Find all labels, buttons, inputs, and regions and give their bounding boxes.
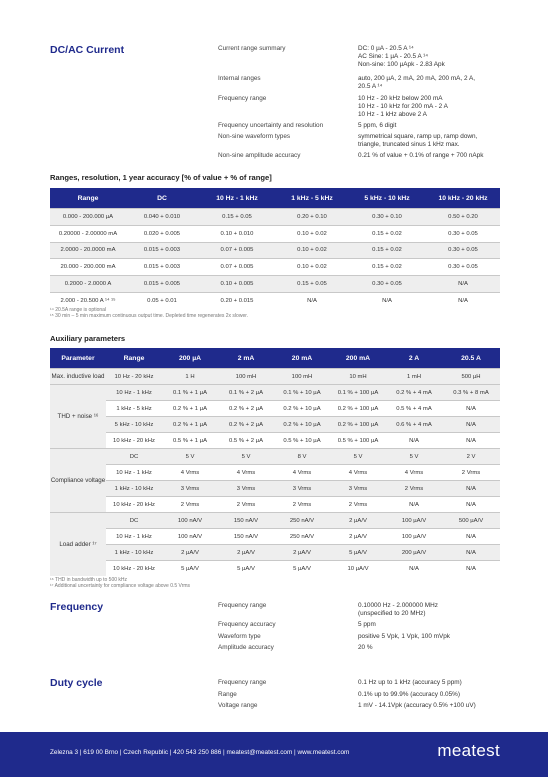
table-cell: 4 Vrms [330, 465, 386, 481]
table-cell: 20.000 - 200.000 mA [50, 259, 126, 276]
table-cell: 0.50 + 0.20 [426, 209, 500, 226]
spec-value: 5 ppm [358, 621, 376, 628]
aux-parameters-table [50, 348, 500, 576]
table-cell: 0.15 + 0.02 [348, 225, 426, 242]
table-cell: 5 µA/V [274, 561, 330, 577]
column-header: 1 kHz - 5 kHz [276, 188, 348, 209]
table-cell: 0.2 % + 100 µA [330, 401, 386, 417]
table-row [50, 417, 500, 433]
table-cell: 10 kHz - 20 kHz [106, 433, 162, 449]
table-cell: 3 Vrms [218, 481, 274, 497]
table-cell: 2 µA/V [330, 513, 386, 529]
table-cell: 0.15 + 0.02 [348, 242, 426, 259]
table-cell: 2.0000 - 20.0000 mA [50, 242, 126, 259]
spec-value: 0.21 % of value + 0.1% of range + 700 nApk [358, 152, 484, 159]
table-cell: 4 Vrms [386, 465, 442, 481]
spec-value: 0.1% up to 99.9% (accuracy 0.05%) [358, 690, 460, 698]
table-cell: 10 Hz - 1 kHz [106, 385, 162, 401]
table-cell: 250 nA/V [274, 529, 330, 545]
table-cell: 0.10 + 0.02 [276, 259, 348, 276]
meatest-logo: meatest [437, 741, 500, 760]
section-title-dcac-current: DC/AC Current [50, 44, 125, 56]
ranges-footnotes [50, 307, 248, 319]
table-row [50, 259, 500, 276]
table-cell: 1 H [162, 369, 218, 385]
spec-label: Frequency range [218, 602, 267, 609]
duty-spec-list [218, 679, 508, 714]
table-cell: 4 Vrms [162, 465, 218, 481]
table-cell: 0.30 + 0.05 [426, 225, 500, 242]
table-cell: 0.020 + 0.005 [126, 225, 198, 242]
table-cell: 2 Vrms [386, 481, 442, 497]
table-cell: 0.5 % + 2 µA [218, 433, 274, 449]
footer-contact: Zelezna 3 | 619 00 Brno | Czech Republic | 420 543 250 886 | meatest@meatest.com | www.meatest.com [50, 749, 350, 756]
table-cell: 0.015 + 0.003 [126, 242, 198, 259]
table-cell: 0.15 + 0.05 [276, 276, 348, 293]
column-header: 20 mA [274, 348, 330, 369]
table-row [50, 449, 500, 465]
table-cell: 0.10 + 0.005 [198, 276, 276, 293]
spec-row [218, 679, 508, 691]
spec-value: 10 Hz - 20 kHz below 200 mA 10 Hz - 10 kHz for 200 mA - 2 A 10 Hz - 1 kHz above 2 A [358, 95, 448, 118]
table-cell: 5 µA/V [218, 561, 274, 577]
spec-row [218, 691, 508, 703]
table-cell: 0.3 % + 8 mA [442, 385, 500, 401]
aux-footnotes [50, 577, 190, 589]
spec-value: 20 % [358, 644, 373, 651]
spec-row [218, 702, 508, 714]
table-cell: 0.000 - 200.000 µA [50, 209, 126, 226]
table-cell: 10 Hz - 20 kHz [106, 369, 162, 385]
table-cell: 0.30 + 0.10 [348, 209, 426, 226]
spec-label: Amplitude accuracy [218, 644, 274, 651]
frequency-spec-list [218, 602, 508, 656]
parameter-group-label: THD + noise ¹⁶ [50, 385, 106, 449]
table-cell: 200 µA/V [386, 545, 442, 561]
table-cell: N/A [442, 545, 500, 561]
table-cell: 0.2 % + 2 µA [218, 401, 274, 417]
dcac-spec-list [218, 45, 508, 162]
table-cell: 1 kHz - 10 kHz [106, 481, 162, 497]
table-cell: 0.2 % + 10 µA [274, 417, 330, 433]
table-cell: 1 kHz - 5 kHz [106, 401, 162, 417]
table-cell: 2 Vrms [442, 465, 500, 481]
column-header: 20.5 A [442, 348, 500, 369]
spec-row [218, 602, 508, 621]
table-cell: N/A [386, 497, 442, 513]
table-cell: 5 kHz - 10 kHz [106, 417, 162, 433]
spec-value: 5 ppm, 6 digit [358, 122, 397, 129]
table-cell: N/A [348, 292, 426, 308]
table-cell: N/A [426, 292, 500, 308]
table-cell: 1 mH [386, 369, 442, 385]
spec-row [218, 152, 508, 162]
table-cell: 0.1 % + 100 µA [330, 385, 386, 401]
table-cell: 0.1 % + 1 µA [162, 385, 218, 401]
table-cell: 0.2 % + 2 µA [218, 417, 274, 433]
table-row [50, 529, 500, 545]
table-row [50, 545, 500, 561]
spec-value: positive 5 Vpk, 1 Vpk, 100 mVpk [358, 632, 451, 640]
table-cell: 0.10 + 0.010 [198, 225, 276, 242]
spec-label: Waveform type [218, 632, 261, 640]
table-cell: 2 Vrms [330, 497, 386, 513]
table-cell: 2 Vrms [274, 497, 330, 513]
table-cell: 0.2 % + 4 mA [386, 385, 442, 401]
footnote: ¹⁴ 20.5A range is optional [50, 307, 107, 313]
table-row [50, 385, 500, 401]
table-cell: 0.20 + 0.10 [276, 209, 348, 226]
table-cell: 3 Vrms [274, 481, 330, 497]
spec-value: DC: 0 µA - 20.5 A ¹⁴ AC Sine: 1 µA - 20.5 A ¹⁴ Non-sine: 100 µApk - 2.83 Apk [358, 45, 445, 68]
table-cell: 100 µA/V [386, 529, 442, 545]
table-cell: 10 Hz - 1 kHz [106, 529, 162, 545]
table-row [50, 497, 500, 513]
table-cell: 5 V [218, 449, 274, 465]
table-cell: 100 nA/V [162, 513, 218, 529]
table-row [50, 433, 500, 449]
table-cell: N/A [442, 497, 500, 513]
table-row [50, 276, 500, 293]
ranges-table-title: Ranges, resolution, 1 year accuracy [% of value + % of range] [50, 173, 272, 182]
aux-table-title: Auxiliary parameters [50, 334, 126, 343]
table-cell: 500 µH [442, 369, 500, 385]
table-row [50, 242, 500, 259]
table-cell: 5 V [330, 449, 386, 465]
section-title-duty-cycle: Duty cycle [50, 677, 103, 689]
table-cell: 0.2 % + 100 µA [330, 417, 386, 433]
table-cell: N/A [442, 481, 500, 497]
table-row [50, 369, 500, 385]
table-cell: 0.07 + 0.005 [198, 259, 276, 276]
table-cell: 0.1 % + 10 µA [274, 385, 330, 401]
parameter-group-label: Compliance voltage [50, 449, 106, 513]
table-row [50, 465, 500, 481]
table-row [50, 401, 500, 417]
table-row [50, 561, 500, 577]
table-cell: 5 V [386, 449, 442, 465]
spec-row [218, 95, 508, 122]
spec-label: Non-sine amplitude accuracy [218, 152, 301, 159]
footnote: ¹⁷ Additional uncertainty for compliance voltage above 0.5 Vrms [50, 583, 191, 589]
table-cell: 0.5 % + 100 µA [330, 433, 386, 449]
table-cell: N/A [442, 529, 500, 545]
column-header: DC [126, 188, 198, 209]
spec-row [218, 633, 508, 645]
table-cell: 5 µA/V [162, 561, 218, 577]
column-header: 200 mA [330, 348, 386, 369]
table-cell: 0.5 % + 4 mA [386, 401, 442, 417]
spec-row [218, 621, 508, 633]
table-cell: 1 kHz - 10 kHz [106, 545, 162, 561]
table-cell: 2 µA/V [162, 545, 218, 561]
table-cell: 0.30 + 0.05 [348, 276, 426, 293]
table-cell: 4 Vrms [218, 465, 274, 481]
table-cell: 2 µA/V [218, 545, 274, 561]
table-cell: 100 mH [274, 369, 330, 385]
table-cell: DC [106, 513, 162, 529]
table-cell: 0.15 + 0.05 [198, 209, 276, 226]
table-cell: 10 µA/V [330, 561, 386, 577]
spec-label: Non-sine waveform types [218, 133, 291, 140]
column-header: 2 A [386, 348, 442, 369]
column-header: Parameter [50, 348, 106, 369]
spec-value: 0.1 Hz up to 1 kHz (accuracy 5 ppm) [358, 679, 462, 686]
table-cell: 3 Vrms [330, 481, 386, 497]
table-cell: 0.15 + 0.02 [348, 259, 426, 276]
table-cell: 8 V [274, 449, 330, 465]
footnote: ¹⁵ 30 min – 5 min maximum continuous output time. Depleted time regenerates 2x slower. [50, 313, 248, 319]
spec-label: Frequency uncertainty and resolution [218, 122, 324, 129]
table-cell: 0.015 + 0.003 [126, 259, 198, 276]
spec-value: auto, 200 µA, 2 mA, 20 mA, 200 mA, 2 A, 20.5 A ¹⁴ [358, 75, 475, 90]
table-row [50, 225, 500, 242]
spec-label: Internal ranges [218, 75, 261, 82]
table-cell: N/A [386, 561, 442, 577]
spec-row [218, 45, 508, 75]
table-cell: 0.30 + 0.05 [426, 242, 500, 259]
table-cell: N/A [442, 417, 500, 433]
column-header: 200 µA [162, 348, 218, 369]
table-cell: N/A [426, 276, 500, 293]
table-cell: 10 mH [330, 369, 386, 385]
table-cell: 2.000 - 20.500 A ¹⁴ ¹⁵ [50, 292, 126, 308]
table-cell: 3 Vrms [162, 481, 218, 497]
spec-label: Voltage range [218, 702, 258, 709]
column-header: Range [50, 188, 126, 209]
column-header: 5 kHz - 10 kHz [348, 188, 426, 209]
table-cell: 5 V [162, 449, 218, 465]
spec-value: symmetrical square, ramp up, ramp down, triangle, truncated sinus 1 kHz max. [358, 133, 478, 148]
table-cell: 0.6 % + 4 mA [386, 417, 442, 433]
spec-label: Frequency range [218, 679, 267, 686]
column-header: 10 Hz - 1 kHz [198, 188, 276, 209]
table-cell: 5 µA/V [330, 545, 386, 561]
table-cell: 2 V [442, 449, 500, 465]
table-cell: 0.05 + 0.01 [126, 292, 198, 308]
table-row [50, 513, 500, 529]
spec-row [218, 75, 508, 95]
column-header: 10 kHz - 20 kHz [426, 188, 500, 209]
column-header: 2 mA [218, 348, 274, 369]
table-cell: 0.1 % + 2 µA [218, 385, 274, 401]
table-cell: 2 Vrms [218, 497, 274, 513]
aux-header-row [50, 348, 500, 369]
table-cell: 10 kHz - 20 kHz [106, 561, 162, 577]
table-cell: N/A [442, 561, 500, 577]
table-cell: 0.2 % + 10 µA [274, 401, 330, 417]
table-cell: 100 µA/V [386, 513, 442, 529]
table-cell: 0.2 % + 1 µA [162, 417, 218, 433]
table-cell: 150 nA/V [218, 529, 274, 545]
table-cell: 0.30 + 0.05 [426, 259, 500, 276]
table-cell: 0.20000 - 2.00000 mA [50, 225, 126, 242]
table-row [50, 209, 500, 226]
spec-label: Frequency range [218, 95, 267, 102]
spec-value: 1 mV - 14.1Vpk (accuracy 0.5% +100 uV) [358, 702, 476, 709]
table-cell: 0.20 + 0.015 [198, 292, 276, 308]
table-cell: 0.5 % + 1 µA [162, 433, 218, 449]
table-cell: 0.015 + 0.005 [126, 276, 198, 293]
table-cell: 0.10 + 0.02 [276, 225, 348, 242]
column-header: Range [106, 348, 162, 369]
table-cell: 0.040 + 0.010 [126, 209, 198, 226]
table-cell: 2 Vrms [162, 497, 218, 513]
footer-bar [0, 732, 548, 777]
table-cell: 4 Vrms [274, 465, 330, 481]
table-cell: N/A [442, 401, 500, 417]
table-cell: 0.07 + 0.005 [198, 242, 276, 259]
table-cell: 0.2000 - 2.0000 A [50, 276, 126, 293]
table-cell: 100 nA/V [162, 529, 218, 545]
table-cell: N/A [442, 433, 500, 449]
spec-value: 0.10000 Hz - 2.000000 MHz (unspecified to 20 MHz) [358, 602, 438, 617]
table-cell: 10 kHz - 20 kHz [106, 497, 162, 513]
table-cell: 0.5 % + 10 µA [274, 433, 330, 449]
table-cell: 500 µA/V [442, 513, 500, 529]
spec-row [218, 122, 508, 133]
table-cell: N/A [276, 292, 348, 308]
table-cell: 2 µA/V [274, 545, 330, 561]
spec-row [218, 133, 508, 152]
spec-label: Range [218, 690, 237, 698]
table-cell: 0.10 + 0.02 [276, 242, 348, 259]
table-cell: DC [106, 449, 162, 465]
section-title-frequency: Frequency [50, 601, 104, 613]
footnote: ¹⁶ THD in bandwidth up to 500 kHz [50, 577, 128, 583]
spec-row [218, 644, 508, 656]
table-cell: 250 nA/V [274, 513, 330, 529]
table-cell: 10 Hz - 1 kHz [106, 465, 162, 481]
table-row [50, 481, 500, 497]
spec-label: Frequency accuracy [218, 621, 276, 628]
parameter-group-label: Load adder ¹⁷ [50, 513, 106, 577]
table-cell: 100 mH [218, 369, 274, 385]
table-cell: 2 µA/V [330, 529, 386, 545]
table-cell: 150 nA/V [218, 513, 274, 529]
spec-label: Current range summary [218, 45, 286, 52]
parameter-group-label: Max. inductive load [50, 369, 106, 385]
ranges-header-row [50, 188, 500, 209]
table-cell: N/A [386, 433, 442, 449]
table-cell: 0.2 % + 1 µA [162, 401, 218, 417]
ranges-table [50, 188, 500, 309]
